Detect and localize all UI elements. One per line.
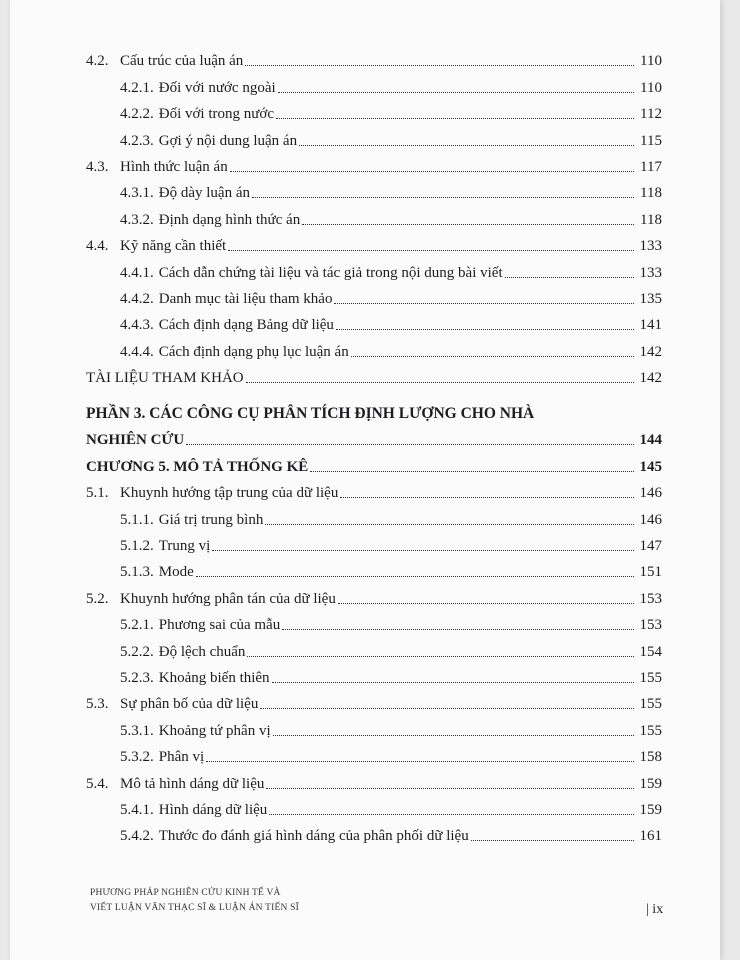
- toc-entry: [86, 97, 662, 123]
- chapter-page: 145: [639, 458, 662, 475]
- toc-entry: [86, 308, 662, 334]
- dot-leader: [471, 839, 634, 841]
- toc-entry-number: 4.4.: [86, 238, 109, 255]
- dot-leader: [247, 655, 634, 657]
- book-page: [10, 0, 720, 960]
- toc-entry-number: 4.2.2.: [120, 106, 154, 123]
- toc-entry-number: 5.1.: [86, 485, 109, 502]
- toc-entry-title: Gợi ý nội dung luận án: [158, 132, 298, 149]
- dot-leader: [302, 223, 634, 225]
- footer-line1: PHƯƠNG PHÁP NGHIÊN CỨU KINH TẾ VÀ: [90, 888, 281, 898]
- dot-leader: [265, 523, 634, 525]
- toc-entry-page: 155: [639, 696, 662, 713]
- toc-entry-page: 151: [639, 564, 662, 581]
- toc-entry: [86, 70, 662, 96]
- dot-leader: [336, 328, 634, 330]
- toc-entry-page: 110: [640, 79, 662, 96]
- table-of-contents: [86, 44, 662, 845]
- part-heading-row: [86, 423, 662, 449]
- toc-entry-title: Cách định dạng phụ lục luận án: [158, 343, 349, 360]
- dot-leader: [245, 64, 634, 66]
- toc-entry-page: 147: [639, 538, 662, 555]
- footer-line2: VIẾT LUẬN VĂN THẠC SĨ & LUẬN ÁN TIẾN SĨ: [90, 903, 299, 913]
- toc-entry-page: 135: [639, 290, 662, 307]
- toc-entry-title: Trung vị: [158, 538, 211, 555]
- toc-entry-title: Danh mục tài liệu tham khảo: [158, 290, 333, 307]
- toc-entry-number: 4.4.2.: [120, 290, 154, 307]
- toc-entry: [86, 282, 662, 308]
- toc-entry-number: 4.3.: [86, 158, 109, 175]
- toc-entry: [86, 176, 662, 202]
- toc-entry: [86, 229, 662, 255]
- dot-leader: [246, 381, 634, 383]
- toc-entry-page: 155: [639, 669, 662, 686]
- toc-entry-number: 5.3.1.: [120, 722, 154, 739]
- toc-entry-title: Thước đo đánh giá hình dáng của phân phối dữ liệu: [158, 828, 469, 845]
- part-heading-line1: PHẦN 3. CÁC CÔNG CỤ PHÂN TÍCH ĐỊNH LƯỢNG CHO NHÀ: [86, 405, 535, 423]
- dot-leader: [186, 443, 634, 445]
- toc-entry: [86, 713, 662, 739]
- toc-entry-page: 115: [640, 132, 662, 149]
- toc-entry: [86, 123, 662, 149]
- toc-entry-number: 5.3.2.: [120, 749, 154, 766]
- toc-entry-page: 146: [639, 511, 662, 528]
- dot-leader: [269, 813, 634, 815]
- toc-entry: [86, 44, 662, 70]
- toc-entry-number: 4.3.2.: [120, 211, 154, 228]
- toc-entry-page: 158: [639, 749, 662, 766]
- toc-entry-title: Khuynh hướng phân tán của dữ liệu: [120, 590, 336, 607]
- toc-entry-title: Mode: [158, 564, 194, 581]
- toc-entry-title: Cách dẫn chứng tài liệu và tác giả trong nội dung bài viết: [158, 264, 503, 281]
- page-number: | ix: [646, 902, 664, 917]
- toc-entry-number: 5.4.: [86, 775, 109, 792]
- toc-entry: [86, 150, 662, 176]
- dot-leader: [206, 760, 634, 762]
- dot-leader: [272, 681, 634, 683]
- toc-entry-number: 4.4.4.: [120, 343, 154, 360]
- part-heading-page: 144: [639, 432, 662, 449]
- toc-entry: [86, 202, 662, 228]
- toc-entry-page: 133: [639, 264, 662, 281]
- part-heading-line2: NGHIÊN CỨU: [86, 432, 185, 449]
- toc-entry-page: 153: [639, 617, 662, 634]
- part-heading: [86, 399, 662, 423]
- toc-entry-page: 153: [639, 590, 662, 607]
- toc-entry-title: Đối với trong nước: [158, 106, 274, 123]
- toc-entry-page: 159: [639, 775, 662, 792]
- dot-leader: [196, 575, 634, 577]
- toc-entry-number: 5.2.2.: [120, 643, 154, 660]
- toc-entry: [86, 502, 662, 528]
- toc-entry-number: 5.1.3.: [120, 564, 154, 581]
- dot-leader: [276, 117, 634, 119]
- dot-leader: [230, 170, 634, 172]
- toc-entry: [86, 608, 662, 634]
- toc-entry-number: 5.2.1.: [120, 617, 154, 634]
- toc-entry-number: 5.3.: [86, 696, 109, 713]
- toc-entry-page: 118: [640, 185, 662, 202]
- dot-leader: [212, 549, 634, 551]
- toc-entry-number: 4.4.3.: [120, 317, 154, 334]
- toc-entry-page: 146: [639, 485, 662, 502]
- toc-entry-page: 161: [639, 828, 662, 845]
- toc-entry-number: 4.3.1.: [120, 185, 154, 202]
- toc-entry: [86, 661, 662, 687]
- dot-leader: [299, 144, 634, 146]
- toc-entry-page: 159: [639, 801, 662, 818]
- toc-entry: [86, 361, 662, 387]
- toc-entry-page: 142: [639, 370, 662, 387]
- toc-entry-number: 4.2.1.: [120, 79, 154, 96]
- toc-entry-page: 112: [640, 106, 662, 123]
- toc-entry: [86, 581, 662, 607]
- toc-entry: [86, 255, 662, 281]
- toc-entry: [86, 793, 662, 819]
- dot-leader: [351, 355, 634, 357]
- toc-entry-page: 141: [639, 317, 662, 334]
- dot-leader: [338, 602, 634, 604]
- toc-entry-page: 117: [640, 158, 662, 175]
- toc-block-chapter-4: [86, 44, 662, 387]
- toc-entry-number: 5.2.: [86, 590, 109, 607]
- toc-entry-title: Độ lệch chuẩn: [158, 643, 246, 660]
- dot-leader: [310, 470, 634, 472]
- toc-entry-title: Mô tả hình dáng dữ liệu: [120, 775, 265, 792]
- dot-leader: [278, 91, 634, 93]
- toc-entry: [86, 766, 662, 792]
- toc-entry-title: TÀI LIỆU THAM KHẢO: [86, 370, 244, 387]
- toc-entry-title: Sự phân bố của dữ liệu: [120, 696, 259, 713]
- dot-leader: [334, 302, 634, 304]
- dot-leader: [282, 628, 634, 630]
- toc-entry: [86, 555, 662, 581]
- toc-entry-title: Độ dày luận án: [158, 185, 250, 202]
- toc-entry-page: 110: [640, 53, 662, 70]
- toc-entry: [86, 634, 662, 660]
- toc-entry-page: 142: [639, 343, 662, 360]
- dot-leader: [252, 196, 634, 198]
- toc-entry: [86, 819, 662, 845]
- dot-leader: [505, 276, 634, 278]
- toc-entry: [86, 529, 662, 555]
- toc-entry-title: Phân vị: [158, 749, 205, 766]
- running-footer: [90, 886, 670, 916]
- dot-leader: [266, 787, 634, 789]
- toc-entry-title: Kỹ năng cần thiết: [120, 238, 227, 255]
- chapter-heading-row: [86, 449, 662, 475]
- chapter-title: CHƯƠNG 5. MÔ TẢ THỐNG KÊ: [86, 458, 309, 475]
- toc-entry-title: Cách định dạng Bảng dữ liệu: [158, 317, 334, 334]
- toc-entry-title: Đối với nước ngoài: [158, 79, 276, 96]
- toc-entry-title: Hình dáng dữ liệu: [158, 801, 268, 818]
- toc-entry-title: Phương sai của mẫu: [158, 617, 281, 634]
- toc-block-chapter-5: [86, 476, 662, 845]
- toc-entry-number: 5.2.3.: [120, 669, 154, 686]
- toc-entry-page: 133: [639, 238, 662, 255]
- toc-entry-number: 5.4.2.: [120, 828, 154, 845]
- dot-leader: [228, 249, 634, 251]
- toc-entry-page: 154: [639, 643, 662, 660]
- toc-entry-title: Định dạng hình thức án: [158, 211, 301, 228]
- toc-entry-page: 118: [640, 211, 662, 228]
- toc-entry-title: Cấu trúc của luận án: [120, 53, 244, 70]
- dot-leader: [260, 707, 634, 709]
- toc-entry-number: 4.2.3.: [120, 132, 154, 149]
- toc-entry-number: 4.4.1.: [120, 264, 154, 281]
- toc-entry-page: 155: [639, 722, 662, 739]
- toc-entry-title: Hình thức luận án: [120, 158, 228, 175]
- toc-entry: [86, 687, 662, 713]
- toc-entry-title: Giá trị trung bình: [158, 511, 264, 528]
- toc-entry-number: 5.1.2.: [120, 538, 154, 555]
- toc-entry-number: 5.1.1.: [120, 511, 154, 528]
- toc-entry-title: Khuynh hướng tập trung của dữ liệu: [120, 485, 339, 502]
- toc-entry: [86, 740, 662, 766]
- toc-entry-title: Khoảng biến thiên: [158, 669, 270, 686]
- toc-entry-title: Khoảng tứ phân vị: [158, 722, 271, 739]
- toc-entry-number: 4.2.: [86, 53, 109, 70]
- toc-entry: [86, 476, 662, 502]
- dot-leader: [273, 734, 634, 736]
- dot-leader: [340, 496, 634, 498]
- toc-entry-number: 5.4.1.: [120, 801, 154, 818]
- toc-entry: [86, 334, 662, 360]
